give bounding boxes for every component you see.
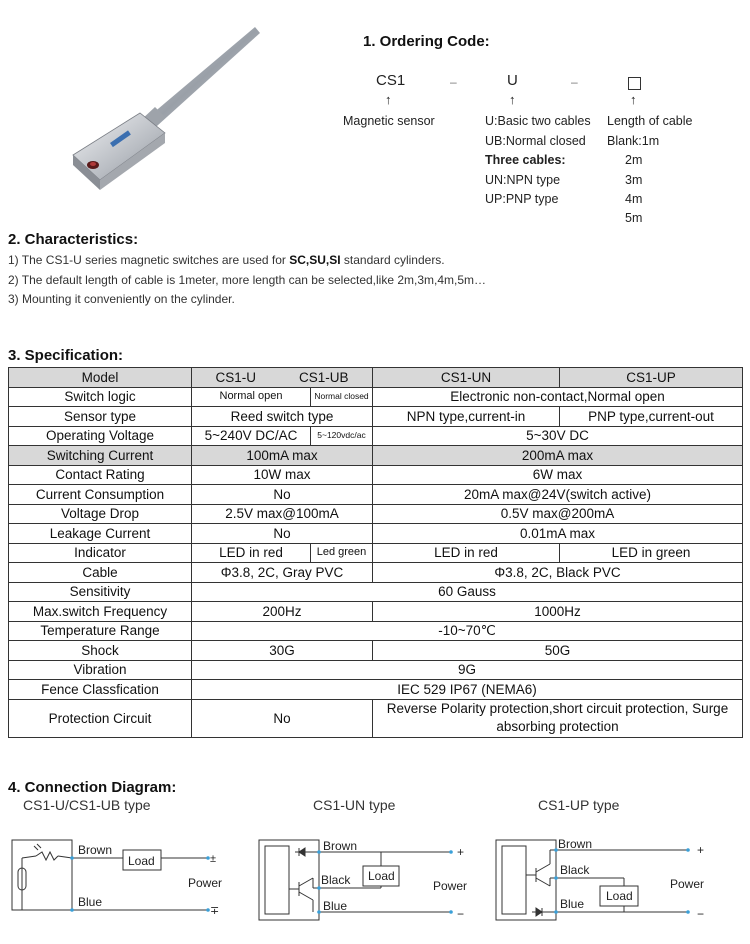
wire-label-blue: Blue xyxy=(323,899,348,913)
col3-line: Length of cable xyxy=(607,114,693,128)
table-row xyxy=(9,563,743,583)
power-label: Power xyxy=(188,876,223,890)
code-dash-2: – xyxy=(571,75,578,89)
connection-diagram-heading: 4. Connection Diagram: xyxy=(8,779,177,796)
header-cell: CS1-UN xyxy=(373,368,560,388)
wire-label-brown: Brown xyxy=(78,843,113,857)
polarity-minus: − xyxy=(697,907,705,921)
wire-label-blue: Blue xyxy=(78,895,103,909)
characteristics-heading: 2. Characteristics: xyxy=(8,231,139,248)
code-prefix: CS1 xyxy=(376,72,406,89)
row-label: Sensitivity xyxy=(9,582,192,602)
polarity-plus: + xyxy=(697,843,705,857)
cell: LED in red xyxy=(192,543,311,563)
cell: 50G xyxy=(373,641,743,661)
cell: 0.5V max@200mA xyxy=(373,504,743,524)
cell: 20mA max@24V(switch active) xyxy=(373,485,743,505)
sensor-product-image xyxy=(55,25,260,205)
col2-line: UP:PNP type xyxy=(485,192,559,206)
cell: 9G xyxy=(192,660,743,680)
table-row xyxy=(9,680,743,700)
load-label: Load xyxy=(128,854,155,868)
diagram-label-u: CS1-U/CS1-UB type xyxy=(23,797,151,813)
wire-label-black: Black xyxy=(560,863,590,877)
cell: Φ3.8, 2C, Black PVC xyxy=(373,563,743,583)
table-row xyxy=(9,621,743,641)
col2-line: UB:Normal closed xyxy=(485,134,586,148)
col3-line: 3m xyxy=(625,173,643,187)
table-row xyxy=(9,446,743,466)
table-row xyxy=(9,543,743,563)
polarity-plus: ± xyxy=(210,853,217,865)
row-label: Protection Circuit xyxy=(9,699,192,737)
row-label: Operating Voltage xyxy=(9,426,192,446)
row-label: Switch logic xyxy=(9,387,192,407)
col2-line: U:Basic two cables xyxy=(485,114,591,128)
characteristic-line-2: 2) The default length of cable is 1meter, more length can be selected,like 2m,3m,4m,5m… xyxy=(8,273,487,287)
row-label: Vibration xyxy=(9,660,192,680)
col3-line: 5m xyxy=(625,211,643,225)
cell: 6W max xyxy=(373,465,743,485)
table-row xyxy=(9,582,743,602)
col3-line: Blank:1m xyxy=(607,134,660,148)
wiring-diagram-up xyxy=(492,820,717,925)
specification-heading: 3. Specification: xyxy=(8,347,124,364)
cable-length-box-icon xyxy=(628,77,641,90)
cell: No xyxy=(192,485,373,505)
cell: 30G xyxy=(192,641,373,661)
wiring-diagram-u xyxy=(8,820,233,925)
cell: No xyxy=(192,524,373,544)
row-label: Max.switch Frequency xyxy=(9,602,192,622)
table-row xyxy=(9,465,743,485)
row-label: Temperature Range xyxy=(9,621,192,641)
cell: LED in red xyxy=(373,543,560,563)
header-cell: CS1-UP xyxy=(560,368,743,388)
polarity-plus: + xyxy=(457,845,465,859)
cell: 100mA max xyxy=(192,446,373,466)
characteristic-line-1: 1) The CS1-U series magnetic switches are used for SC,SU,SI standard cylinders. xyxy=(8,253,445,267)
cell: Electronic non-contact,Normal open xyxy=(373,387,743,407)
header-cell: CS1-U CS1-UB xyxy=(192,368,373,388)
cell: 60 Gauss xyxy=(192,582,743,602)
wire-label-brown: Brown xyxy=(558,837,593,851)
cell: LED in green xyxy=(560,543,743,563)
table-row xyxy=(9,641,743,661)
row-label: Contact Rating xyxy=(9,465,192,485)
cell: Normal closed xyxy=(311,387,373,407)
row-label: Shock xyxy=(9,641,192,661)
diagram-label-up: CS1-UP type xyxy=(538,797,620,813)
col1-label: Magnetic sensor xyxy=(343,114,435,128)
diagram-label-un: CS1-UN type xyxy=(313,797,396,813)
table-row xyxy=(9,407,743,427)
cell: 1000Hz xyxy=(373,602,743,622)
characteristic-line-3: 3) Mounting it conveniently on the cylinder. xyxy=(8,292,235,306)
power-label: Power xyxy=(670,877,705,891)
row-label: Switching Current xyxy=(9,446,192,466)
row-label: Leakage Current xyxy=(9,524,192,544)
table-row xyxy=(9,426,743,446)
arrow-up-icon: ↑ xyxy=(385,92,392,107)
cell: Led green xyxy=(311,543,373,563)
cell: 10W max xyxy=(192,465,373,485)
header-cell: Model xyxy=(9,368,192,388)
cell: NPN type,current-in xyxy=(373,407,560,427)
cell: 5~30V DC xyxy=(373,426,743,446)
specification-table xyxy=(8,367,743,738)
row-label: Indicator xyxy=(9,543,192,563)
cell: Reed switch type xyxy=(192,407,373,427)
row-label: Cable xyxy=(9,563,192,583)
table-row xyxy=(9,368,743,388)
wiring-diagram-un xyxy=(255,820,480,925)
wire-label-brown: Brown xyxy=(323,839,358,853)
cell: No xyxy=(192,699,373,737)
cell: PNP type,current-out xyxy=(560,407,743,427)
arrow-up-icon: ↑ xyxy=(509,92,516,107)
cell: 200Hz xyxy=(192,602,373,622)
polarity-minus: ∓ xyxy=(210,905,220,917)
col3-line: 2m xyxy=(625,153,643,167)
load-label: Load xyxy=(368,869,395,883)
row-label: Sensor type xyxy=(9,407,192,427)
cell: IEC 529 IP67 (NEMA6) xyxy=(192,680,743,700)
wire-label-black: Black xyxy=(321,873,351,887)
cell: 200mA max xyxy=(373,446,743,466)
table-row xyxy=(9,485,743,505)
table-row xyxy=(9,660,743,680)
table-row xyxy=(9,602,743,622)
col3-line: 4m xyxy=(625,192,643,206)
cell: -10~70℃ xyxy=(192,621,743,641)
wire-label-blue: Blue xyxy=(560,897,585,911)
load-label: Load xyxy=(606,889,633,903)
cell: Φ3.8, 2C, Gray PVC xyxy=(192,563,373,583)
cell: Normal open xyxy=(192,387,311,407)
cell: 5~120vdc/ac xyxy=(311,426,373,446)
arrow-up-icon: ↑ xyxy=(630,92,637,107)
table-row xyxy=(9,699,743,737)
cell: Reverse Polarity protection,short circuit protection, Surge absorbing protection xyxy=(373,699,743,737)
cell: 0.01mA max xyxy=(373,524,743,544)
table-row xyxy=(9,387,743,407)
table-row xyxy=(9,524,743,544)
power-label: Power xyxy=(433,879,468,893)
col2-line: Three cables: xyxy=(485,153,566,167)
ordering-code-heading: 1. Ordering Code: xyxy=(363,33,490,50)
polarity-minus: − xyxy=(457,907,465,921)
cell: 2.5V max@100mA xyxy=(192,504,373,524)
row-label: Current Consumption xyxy=(9,485,192,505)
row-label: Fence Classfication xyxy=(9,680,192,700)
row-label: Voltage Drop xyxy=(9,504,192,524)
table-row xyxy=(9,504,743,524)
col2-line: UN:NPN type xyxy=(485,173,561,187)
cell: 5~240V DC/AC xyxy=(192,426,311,446)
code-dash-1: – xyxy=(450,75,457,89)
code-suffix: U xyxy=(507,72,518,89)
